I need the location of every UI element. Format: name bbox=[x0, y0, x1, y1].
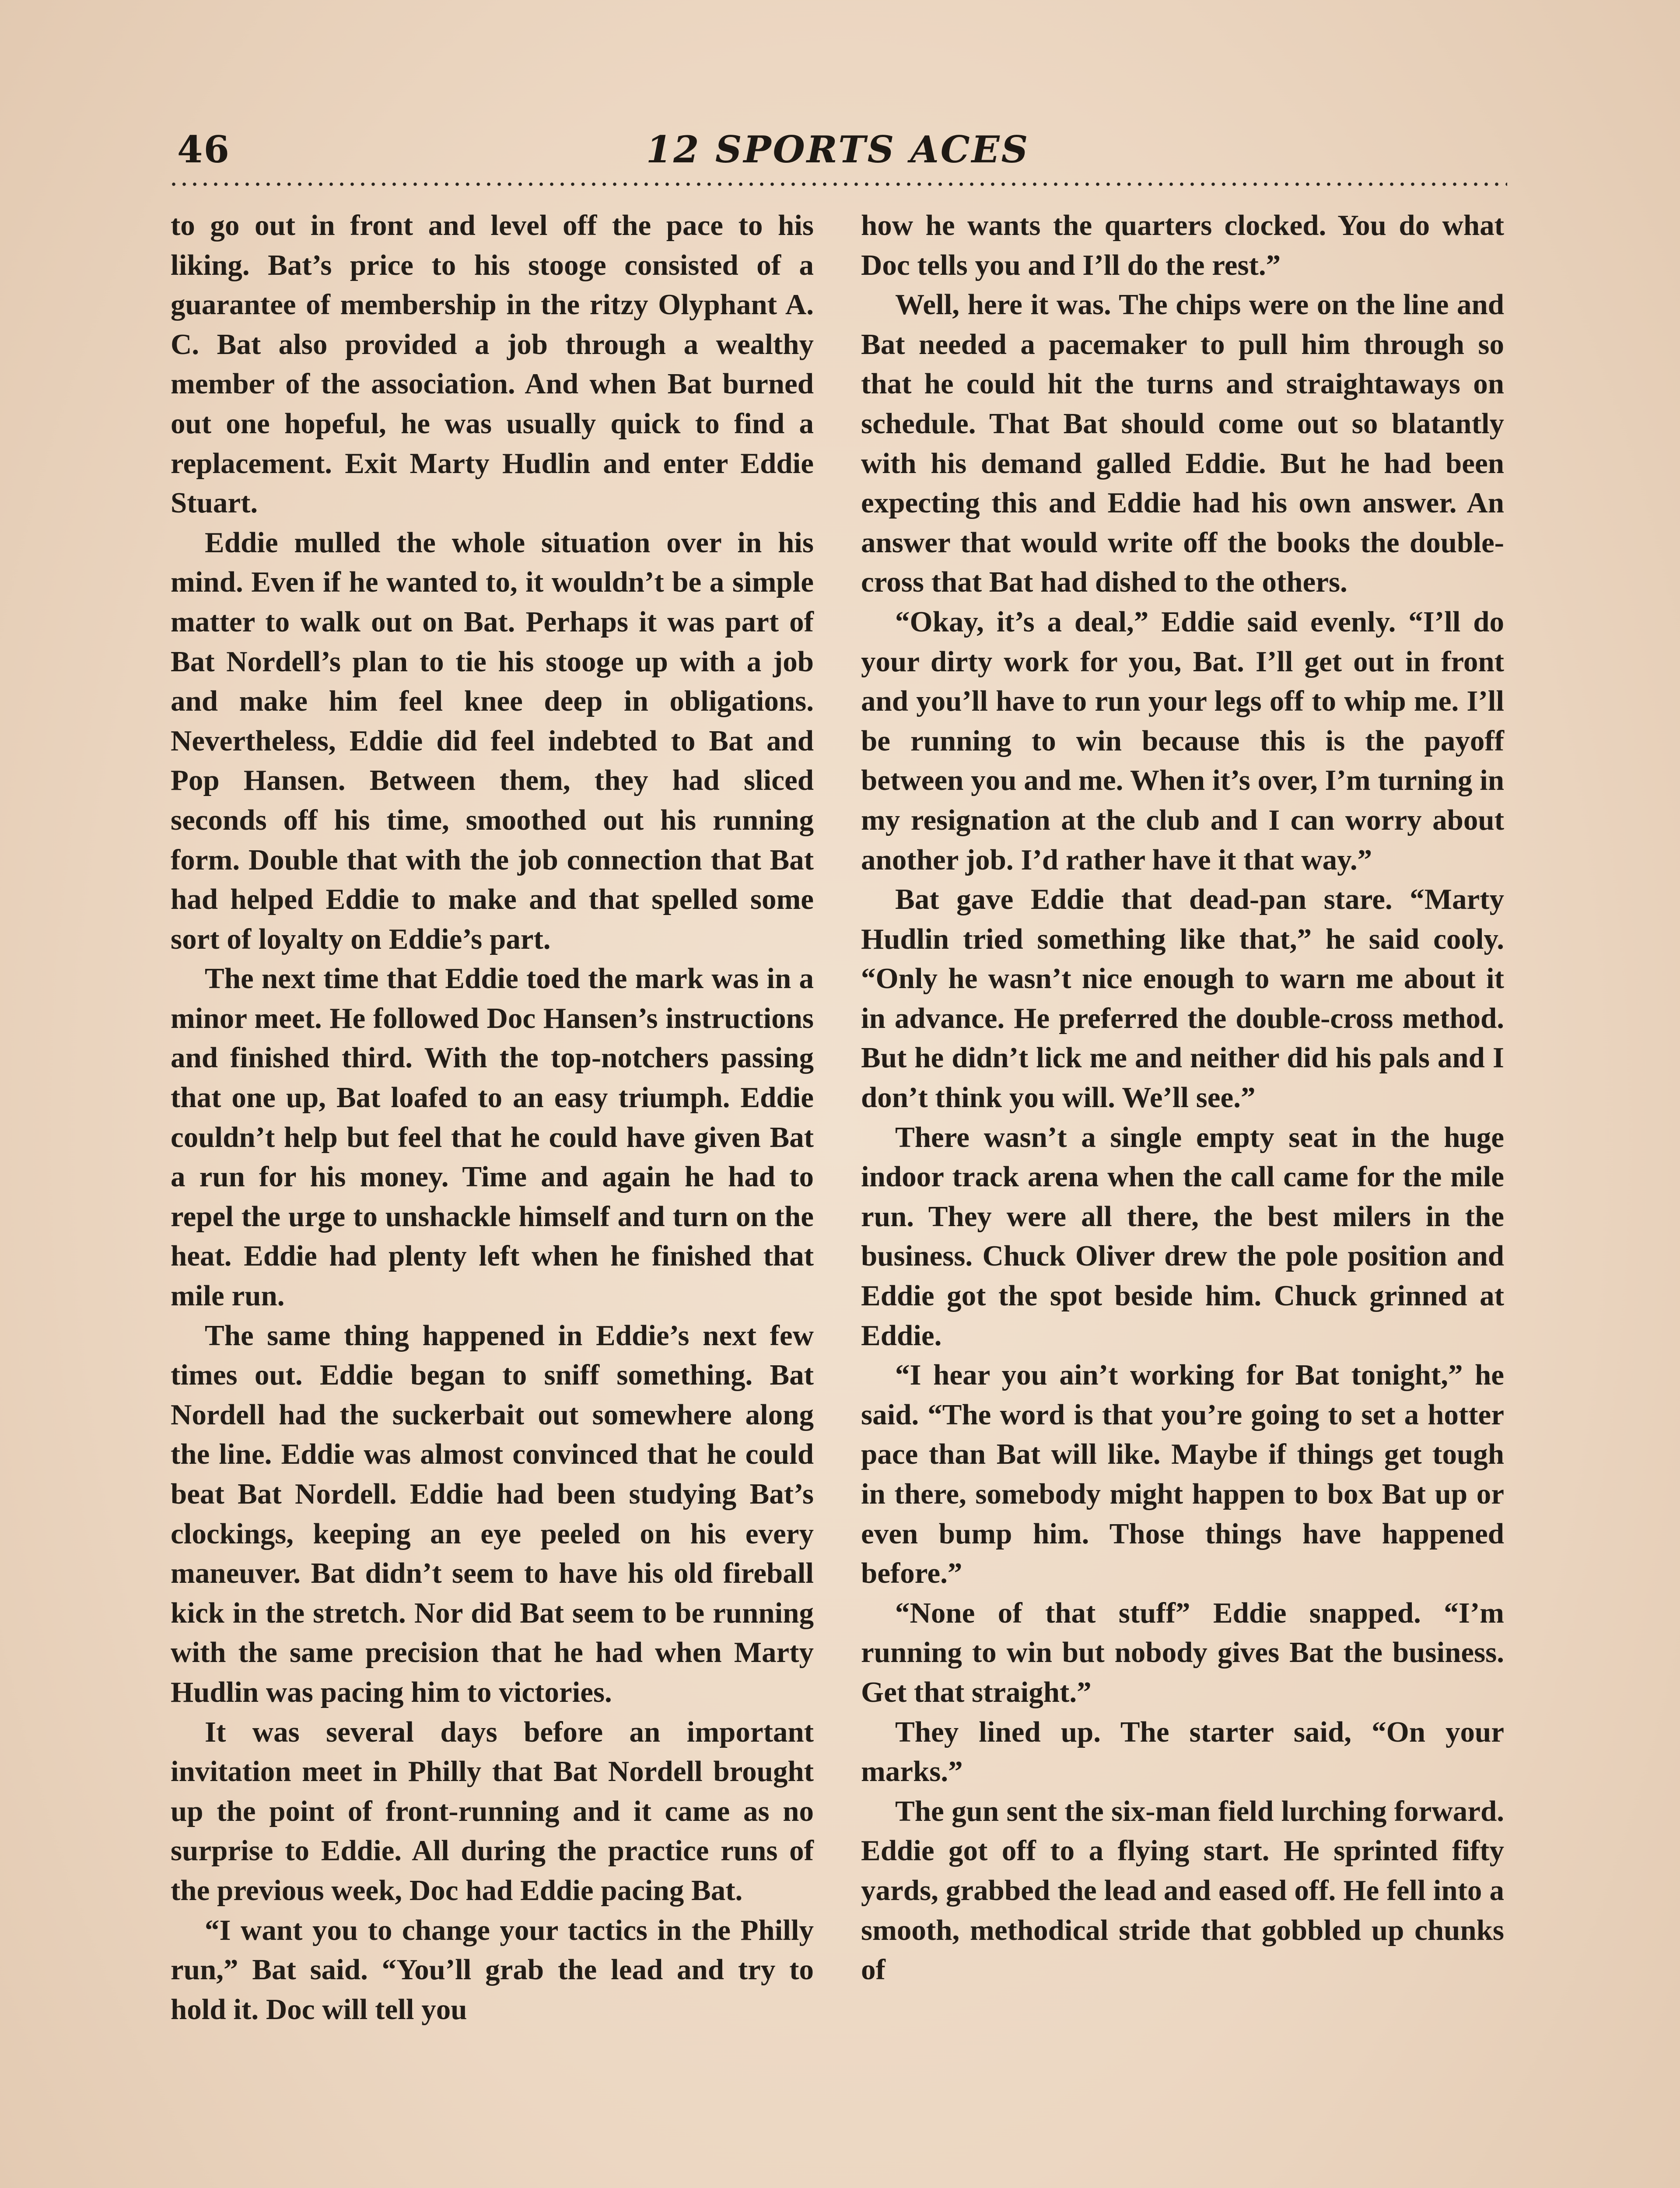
paragraph: Well, here it was. The chips were on the line and Bat needed a pacemaker to pull him through so that he could hit the turns and straightaways on schedule. That Bat should come out so blatantly with his demand galled Eddie. But he had been expecting this and Eddie had his own answer. An answer that would write off the books the double-cross that Bat had dished to the others. bbox=[861, 288, 1504, 599]
paragraph: “I want you to change your tactics in the Philly run,” Bat said. “You’ll grab the lead and try to hold it. Doc will tell you bbox=[171, 1914, 814, 2026]
paragraph: Bat gave Eddie that dead-pan stare. “Marty Hudlin tried something like that,” he said cooly. “Only he wasn’t nice enough to warn me about it in advance. He preferred the double-cross method. But he didn’t lick me and neither did his pals and I don’t think you will. We’ll see.” bbox=[861, 883, 1504, 1114]
paragraph: There wasn’t a single empty seat in the huge indoor track arena when the call came for the mile run. They were all there, the best milers in the business. Chuck Oliver drew the pole position and Eddie got the spot beside him. Chuck grinned at Eddie. bbox=[861, 1121, 1504, 1352]
paragraph: The gun sent the six-man field lurching forward. Eddie got off to a flying start. He sprinted fifty yards, grabbed the lead and eased off. He fell into a smooth, methodical stride that gobbled up chunks of bbox=[861, 1795, 1504, 1986]
paragraph: “I hear you ain’t working for Bat tonight,” he said. “The word is that you’re going to set a hotter pace than Bat will like. Maybe if things get tough in there, somebody might happen to box Bat up or even bump him. Those things have happened before.” bbox=[861, 1359, 1504, 1590]
paragraph: “None of that stuff” Eddie snapped. “I’m running to win but nobody gives Bat the business. Get that straight.” bbox=[861, 1596, 1504, 1708]
left-column bbox=[171, 206, 814, 2029]
paragraph: It was several days before an important invitation meet in Philly that Bat Nordell brought up the point of front-running and it came as no surprise to Eddie. All during the practice runs of the previous week, Doc had Eddie pacing Bat. bbox=[171, 1715, 814, 1907]
running-title: 12 SPORTS ACES bbox=[646, 128, 1030, 171]
paragraph: “Okay, it’s a deal,” Eddie said evenly. “I’ll do your dirty work for you, Bat. I’ll get out in front and you’ll have to run your legs off to whip me. I’ll be running to win because this is the payoff between you and me. When it’s over, I’m turning in my resignation at the club and I can worry about another job. I’d rather have it that way.” bbox=[861, 605, 1504, 876]
paragraph: They lined up. The starter said, “On your marks.” bbox=[861, 1715, 1504, 1788]
paragraph: to go out in front and level off the pace to his liking. Bat’s price to his stooge consisted of a guarantee of membership in the ritzy Olyphant A. C. Bat also provided a job through a wealthy member of the association. And when Bat burned out one hopeful, he was usually quick to find a replacement. Exit Marty Hudlin and enter Eddie Stuart. bbox=[171, 209, 814, 519]
paragraph: Eddie mulled the whole situation over in his mind. Even if he wanted to, it wouldn’t be a simple matter to walk out on Bat. Perhaps it was part of Bat Nordell’s plan to tie his stooge up with a job and make him feel knee deep in obligations. Nevertheless, Eddie did feel indebted to Bat and Pop Hansen. Between them, they had sliced seconds off his time, smoothed out his running form. Double that with the job connection that Bat had helped Eddie to make and that spelled some sort of loyalty on Eddie’s part. bbox=[171, 526, 814, 955]
paragraph: The same thing happened in Eddie’s next few times out. Eddie began to sniff something. Bat Nordell had the suckerbait out somewhere along the line. Eddie was almost convinced that he could beat Bat Nordell. Eddie had been studying Bat’s clockings, keeping an eye peeled on his every maneuver. Bat didn’t seem to have his old fireball kick in the stretch. Nor did Bat seem to be running with the same precision that he had when Marty Hudlin was pacing him to victories. bbox=[171, 1319, 814, 1708]
right-column bbox=[861, 206, 1504, 1990]
page-header bbox=[168, 119, 1507, 180]
paragraph: The next time that Eddie toed the mark was in a minor meet. He followed Doc Hansen’s instructions and finished third. With the top-notchers passing that one up, Bat loafed to an easy triumph. Eddie couldn’t help but feel that he could have given Bat a run for his money. Time and again he had to repel the urge to unshackle himself and turn on the heat. Eddie had plenty left when he finished that mile run. bbox=[171, 962, 814, 1312]
paragraph: how he wants the quarters clocked. You do what Doc tells you and I’ll do the rest.” bbox=[861, 209, 1504, 281]
page-number: 46 bbox=[177, 128, 230, 171]
dotted-divider bbox=[168, 182, 1507, 187]
